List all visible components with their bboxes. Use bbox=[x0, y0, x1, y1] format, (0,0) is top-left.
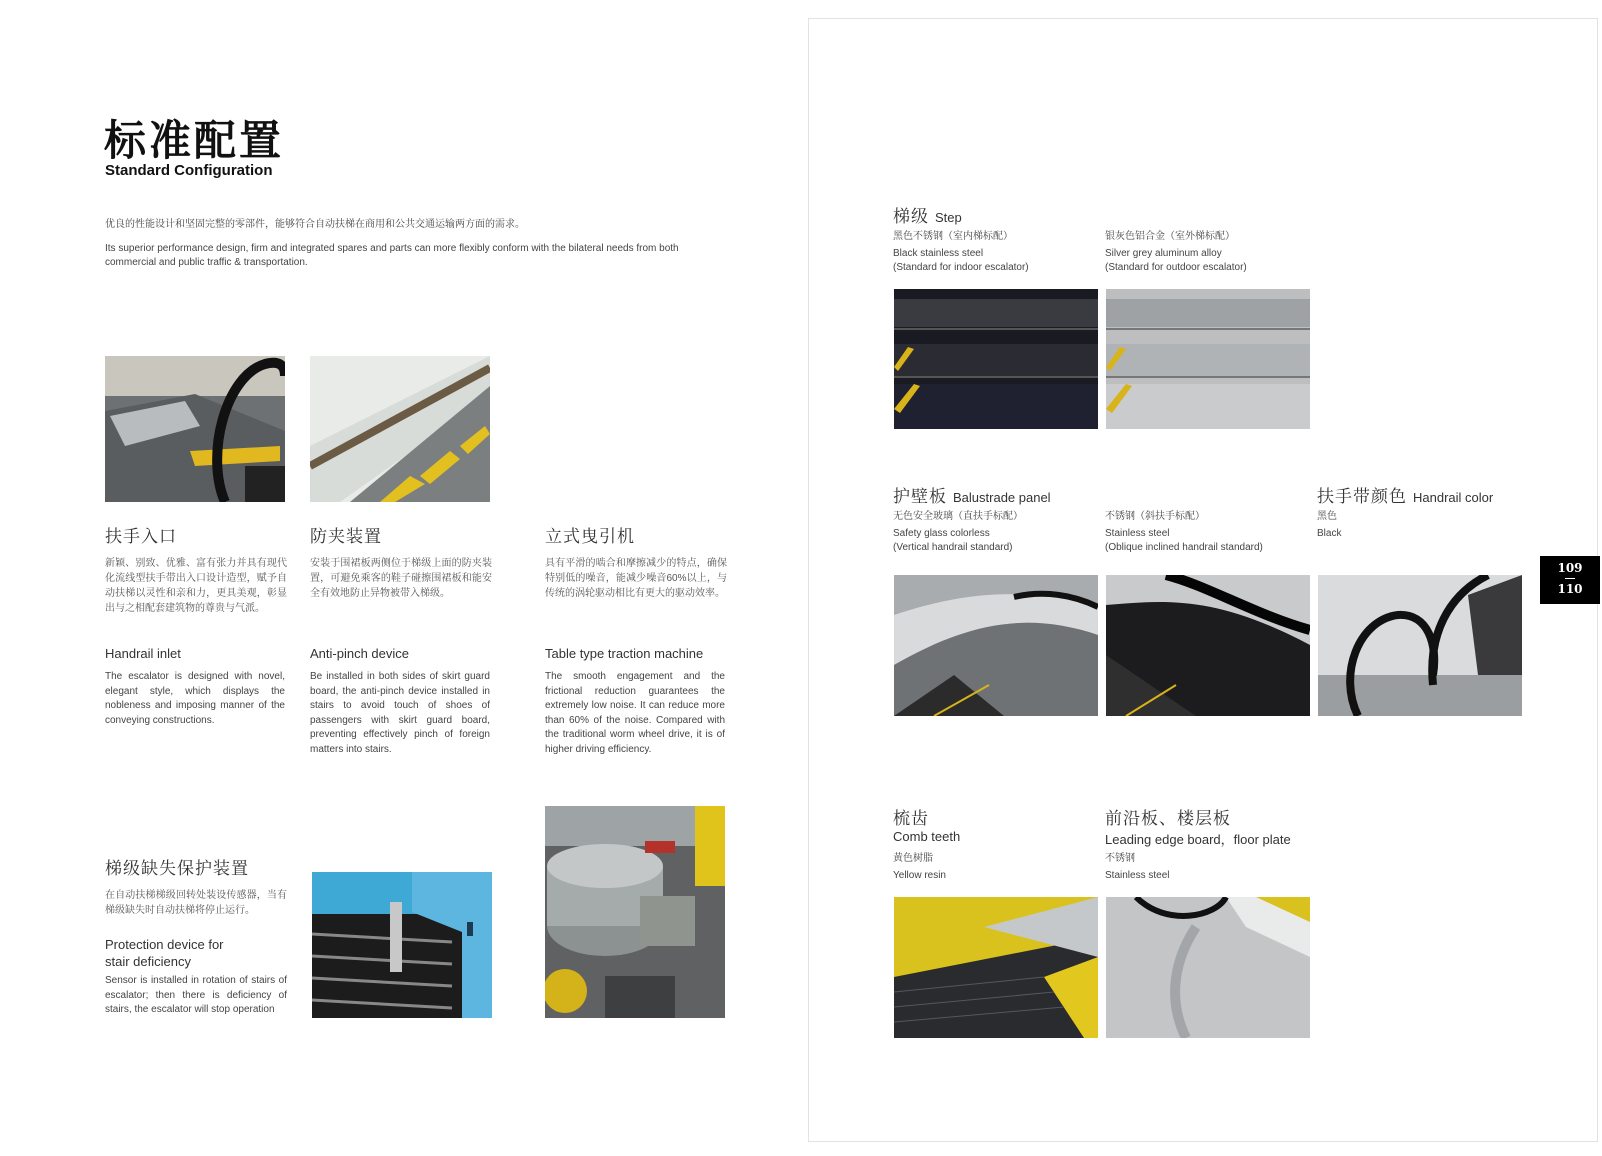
feature-title-cn: 扶手入口 bbox=[105, 527, 177, 546]
intro-en: Its superior performance design, firm and integrated spares and parts can more flexibly conform with the bilateral needs from both commercial and public traffic & transportation. bbox=[105, 243, 679, 268]
balustrade-heading: 护壁板 Balustrade panel bbox=[893, 487, 1051, 506]
steel-balustrade-photo bbox=[1106, 575, 1310, 716]
balustrade-option-glass: 无色安全玻璃（直扶手标配） Safety glass colorless (Vertical handrail standard) bbox=[893, 511, 1023, 553]
floor-plate-photo bbox=[1106, 897, 1310, 1038]
feature-title-en: Anti-pinch device bbox=[310, 646, 409, 661]
traction-machine-photo bbox=[545, 806, 725, 1018]
step-option-silver: 银灰色铝合金（室外梯标配） Silver grey aluminum alloy (Standard for outdoor escalator) bbox=[1105, 231, 1247, 273]
plate-option: 不锈钢 Stainless steel bbox=[1105, 853, 1170, 881]
balustrade-option-steel: 不锈钢（斜扶手标配） Stainless steel (Oblique inclined handrail standard) bbox=[1105, 511, 1263, 553]
handrail-color-option: 黑色 Black bbox=[1317, 511, 1342, 539]
anti-pinch-photo bbox=[310, 356, 490, 502]
feature-title-en: Handrail inlet bbox=[105, 646, 181, 661]
comb-option: 黄色树脂 Yellow resin bbox=[893, 853, 946, 881]
page-title-cn: 标准配置 bbox=[104, 116, 285, 165]
feature-title-cn: 防夹装置 bbox=[310, 527, 382, 546]
stair-protection-title-cn: 梯级缺失保护装置 bbox=[105, 859, 249, 878]
handrail-inlet-photo bbox=[105, 356, 285, 502]
step-heading: 梯级 Step bbox=[893, 207, 962, 226]
handrail-color-heading: 扶手带颜色 Handrail color bbox=[1317, 487, 1494, 506]
glass-balustrade-photo bbox=[894, 575, 1098, 716]
plate-title-en: Leading edge board，floor plate bbox=[1105, 832, 1291, 847]
feature-desc-cn: 新颖、别致、优雅、富有张力并具有现代化流线型扶手带出入口设计造型，赋予自动扶梯以灵性和亲和力，更具美观，彰显出与之相配套建筑物的尊贵与气派。 bbox=[105, 558, 287, 614]
plate-title-cn: 前沿板、楼层板 bbox=[1105, 809, 1231, 828]
black-handrail-photo bbox=[1318, 575, 1522, 716]
feature-desc-en: The smooth engagement and the frictional reduction guarantees the extremely low noise. It can reduce more than 60% of the noise. Compared with the traditional worm wheel drive, it is of higher driving efficiency. bbox=[545, 671, 725, 755]
feature-desc-cn: 具有平滑的啮合和摩擦减少的特点，确保特别低的噪音，能减少噪音60%以上，与传统的涡轮驱动相比有更大的驱动效率。 bbox=[545, 558, 727, 599]
stair-protection-desc-cn: 在自动扶梯梯级回转处装设传感器，当有梯级缺失时自动扶梯将停止运行。 bbox=[105, 890, 287, 916]
feature-desc-en: The escalator is designed with novel, elegant style, which displays the nobleness and imposing manner of the conveying constructions. bbox=[105, 671, 285, 726]
stair-protection-title-en: Protection device for stair deficiency bbox=[105, 937, 224, 969]
stair-sensor-photo bbox=[312, 872, 492, 1018]
page-title-en: Standard Configuration bbox=[105, 162, 273, 179]
feature-desc-cn: 安装于围裙板两侧位于梯级上面的防夹装置，可避免乘客的鞋子碰擦围裙板和能安全有效地防止异物被带入梯级。 bbox=[310, 558, 492, 599]
page-number-tab: 109 110 bbox=[1540, 556, 1600, 604]
comb-teeth-photo bbox=[894, 897, 1098, 1038]
stair-protection-desc-en: Sensor is installed in rotation of stairs of escalator; then there is deficiency of stairs, the escalator will stop operation bbox=[105, 975, 287, 1015]
feature-title-cn: 立式曳引机 bbox=[545, 527, 635, 546]
black-step-photo bbox=[894, 289, 1098, 429]
intro-cn: 优良的性能设计和坚固完整的零部件，能够符合自动扶梯在商用和公共交通运输两方面的需求。 bbox=[105, 219, 525, 230]
silver-step-photo bbox=[1106, 289, 1310, 429]
feature-title-en: Table type traction machine bbox=[545, 646, 704, 661]
comb-title-en: Comb teeth bbox=[893, 829, 961, 844]
step-option-black: 黑色不锈钢（室内梯标配） Black stainless steel (Standard for indoor escalator) bbox=[893, 231, 1029, 273]
comb-title-cn: 梳齿 bbox=[893, 809, 929, 828]
feature-desc-en: Be installed in both sides of skirt guard board, the anti-pinch device installed in stairs to avoid touch of shoes of passengers with skirt guard board, preventing effectively pinch of foreign matters into stairs. bbox=[310, 671, 490, 755]
